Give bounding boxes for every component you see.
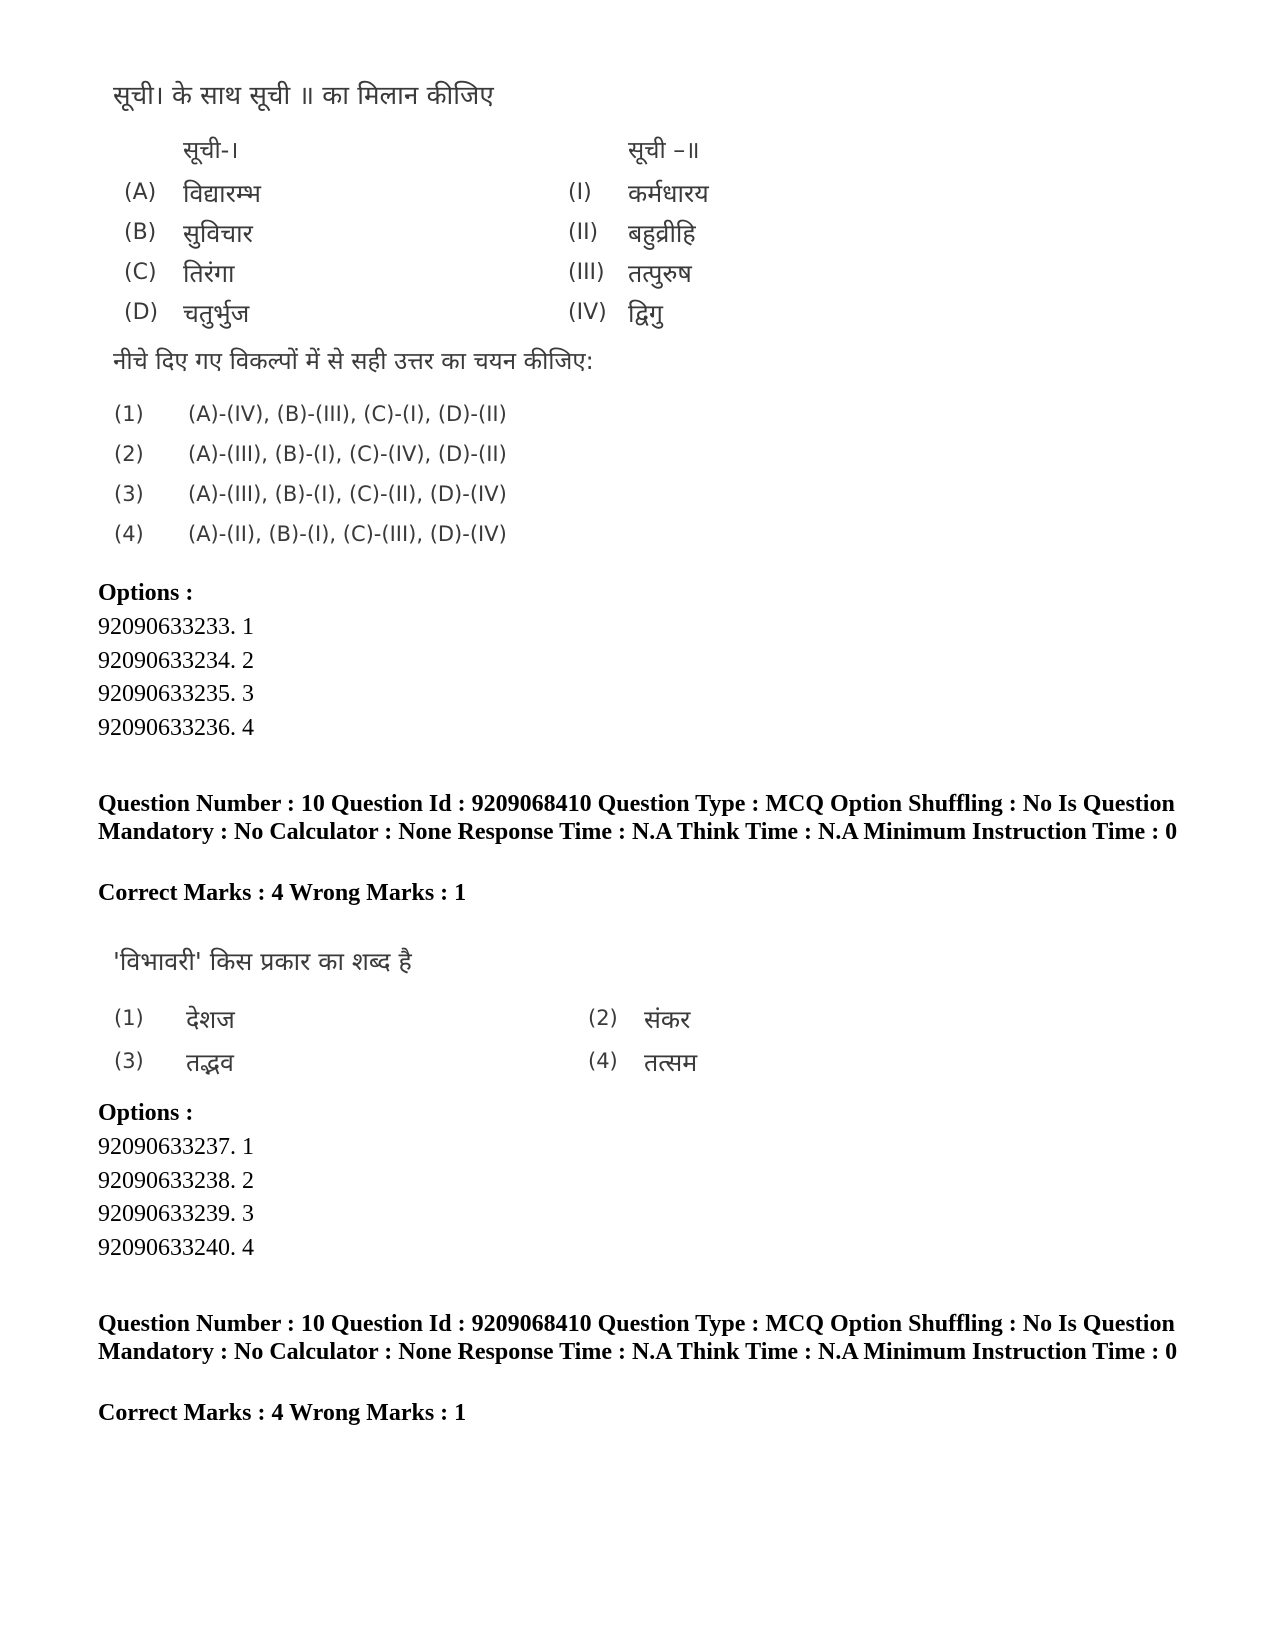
- choice-number: (1): [114, 1006, 144, 1030]
- list-2-item: तत्पुरुष: [628, 259, 692, 288]
- list-2-item: बहुव्रीहि: [628, 219, 696, 248]
- choice-number: (3): [114, 1049, 144, 1073]
- marks-line: Correct Marks : 4 Wrong Marks : 1: [98, 880, 467, 906]
- question-meta: Question Number : 10 Question Id : 9209068410 Question Type : MCQ Option Shuffling : No Is Question Mandatory : No Calculator : None Response Time : N.A Think Time : N.A Minimum Instruction Time : 0: [98, 791, 1178, 845]
- choice-text: तद्भव: [186, 1048, 234, 1077]
- match-row: [0, 256, 1275, 296]
- list-1-label: (A): [124, 180, 157, 205]
- list-1-heading: सूची-।: [183, 136, 239, 164]
- options-heading: Options :: [98, 1100, 194, 1126]
- list-1-item: सुविचार: [183, 219, 253, 248]
- question-title: सूची। के साथ सूची ॥ का मिलान कीजिए: [113, 81, 494, 111]
- match-row: [0, 176, 1275, 216]
- list-1-item: विद्यारम्भ: [183, 179, 261, 208]
- list-1-item: तिरंगा: [183, 259, 235, 288]
- answer-choice: [0, 402, 800, 442]
- list-2-label: (IV): [568, 300, 607, 325]
- choice-number: (2): [588, 1006, 618, 1030]
- list-1-label: (B): [124, 220, 157, 245]
- match-row: [0, 296, 1275, 336]
- list-1-label: (C): [124, 260, 157, 285]
- choice-number: (4): [588, 1049, 618, 1073]
- option-item: 92090633236. 4: [98, 715, 254, 741]
- question-title: 'विभावरी' किस प्रकार का शब्द है: [113, 947, 412, 976]
- option-item: 92090633235. 3: [98, 681, 254, 707]
- option-item: 92090633239. 3: [98, 1201, 254, 1227]
- answer-choice: [0, 442, 800, 482]
- answer-choice: [0, 482, 800, 522]
- choice-text: संकर: [644, 1005, 691, 1034]
- list-2-label: (II): [568, 220, 599, 245]
- answer-choice: [0, 522, 800, 562]
- list-2-heading: सूची –॥: [628, 136, 700, 164]
- choice-number: (2): [114, 442, 144, 466]
- list-2-item: कर्मधारय: [628, 179, 709, 208]
- option-item: 92090633233. 1: [98, 614, 254, 640]
- option-item: 92090633234. 2: [98, 648, 254, 674]
- choice-text: (A)-(IV), (B)-(III), (C)-(I), (D)-(II): [188, 402, 507, 426]
- options-heading: Options :: [98, 580, 194, 606]
- question-instruction: नीचे दिए गए विकल्पों में से सही उत्तर का चयन कीजिए:: [113, 347, 594, 375]
- choice-text: (A)-(III), (B)-(I), (C)-(IV), (D)-(II): [188, 442, 507, 466]
- list-2-label: (III): [568, 260, 605, 285]
- match-row: [0, 216, 1275, 256]
- choice-number: (4): [114, 522, 144, 546]
- choice-text: (A)-(II), (B)-(I), (C)-(III), (D)-(IV): [188, 522, 507, 546]
- choice-text: तत्सम: [644, 1048, 698, 1077]
- list-2-item: द्विगु: [628, 299, 663, 328]
- list-1-item: चतुर्भुज: [183, 299, 250, 328]
- marks-line: Correct Marks : 4 Wrong Marks : 1: [98, 1400, 467, 1426]
- option-item: 92090633237. 1: [98, 1134, 254, 1160]
- list-2-label: (I): [568, 180, 592, 205]
- option-item: 92090633240. 4: [98, 1235, 254, 1261]
- list-1-label: (D): [124, 300, 159, 325]
- question-meta: Question Number : 10 Question Id : 9209068410 Question Type : MCQ Option Shuffling : No Is Question Mandatory : No Calculator : None Response Time : N.A Think Time : N.A Minimum Instruction Time : 0: [98, 1311, 1178, 1365]
- option-item: 92090633238. 2: [98, 1168, 254, 1194]
- choice-text: देशज: [186, 1005, 235, 1034]
- choice-text: (A)-(III), (B)-(I), (C)-(II), (D)-(IV): [188, 482, 507, 506]
- choice-number: (1): [114, 402, 144, 426]
- choice-number: (3): [114, 482, 144, 506]
